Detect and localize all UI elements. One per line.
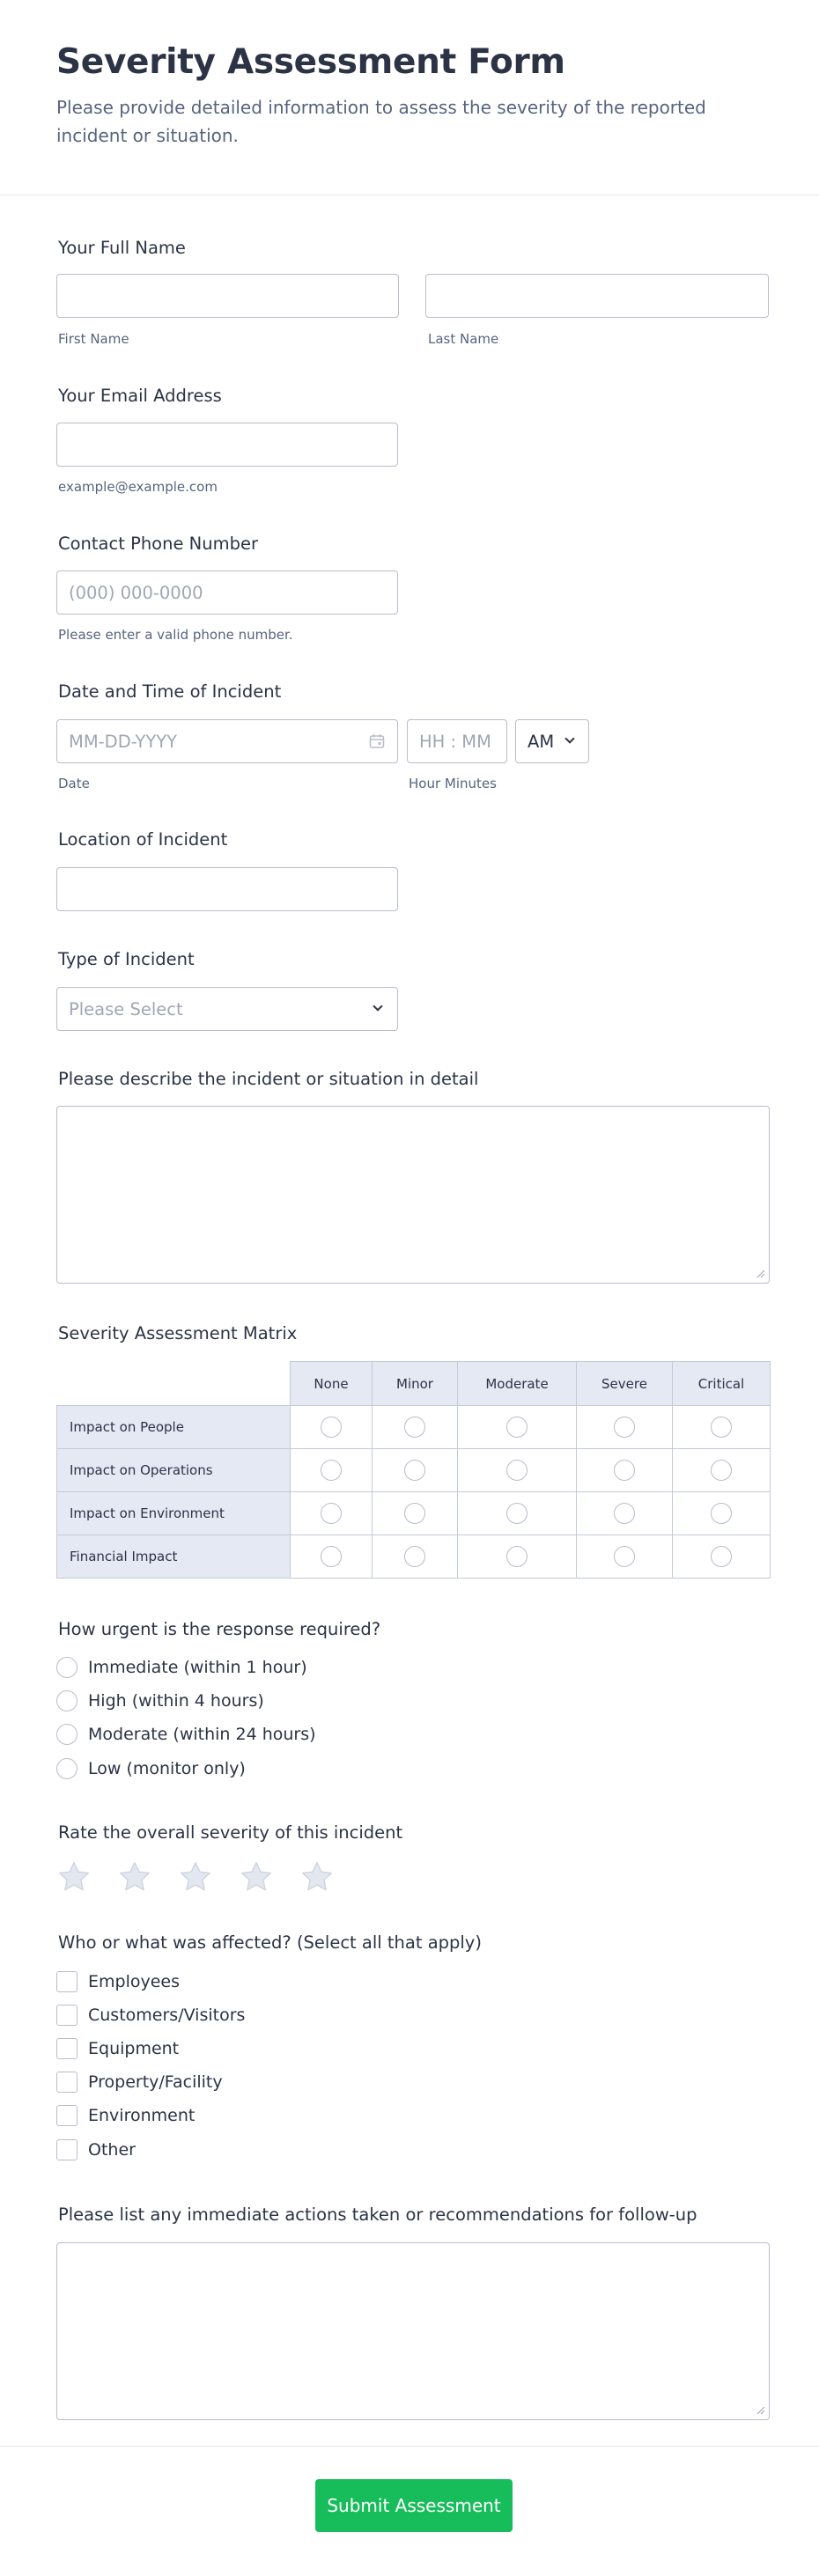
form-header	[0, 0, 819, 195]
phone-label: Contact Phone Number	[58, 534, 259, 554]
matrix-radio[interactable]	[711, 1546, 732, 1567]
first-name-input[interactable]	[56, 274, 399, 318]
star-icon[interactable]	[299, 1859, 336, 1895]
matrix-row-label: Financial Impact	[57, 1535, 291, 1579]
matrix-radio[interactable]	[614, 1460, 635, 1481]
description-textarea[interactable]	[56, 1106, 770, 1284]
email-input[interactable]	[56, 423, 398, 467]
matrix-column-header: Minor	[373, 1362, 458, 1406]
affected-option-label: Other	[88, 2140, 136, 2160]
chevron-down-icon	[564, 733, 574, 743]
urgency-radio[interactable]	[56, 1690, 77, 1711]
matrix-radio[interactable]	[711, 1417, 732, 1438]
last-name-input[interactable]	[425, 274, 769, 318]
affected-option-label: Customers/Visitors	[88, 2006, 246, 2025]
incident-type-label: Type of Incident	[58, 949, 195, 969]
matrix-radio[interactable]	[321, 1546, 342, 1567]
matrix-radio[interactable]	[506, 1503, 528, 1524]
matrix-corner	[57, 1362, 291, 1406]
matrix-radio[interactable]	[506, 1460, 528, 1481]
affected-label: Who or what was affected? (Select all that apply)	[58, 1932, 482, 1953]
star-icon[interactable]	[55, 1859, 92, 1895]
email-sublabel: example@example.com	[58, 479, 218, 495]
affected-option-label: Property/Facility	[88, 2072, 223, 2092]
matrix-radio[interactable]	[711, 1503, 732, 1524]
rating-label: Rate the overall severity of this incident	[58, 1822, 403, 1843]
matrix-radio[interactable]	[321, 1460, 342, 1481]
matrix-radio[interactable]	[404, 1503, 425, 1524]
matrix-radio[interactable]	[711, 1460, 732, 1481]
date-input[interactable]	[56, 719, 398, 763]
matrix-radio[interactable]	[506, 1546, 528, 1567]
date-sublabel: Date	[58, 776, 90, 791]
time-input[interactable]	[407, 719, 507, 763]
matrix-row-label: Impact on People	[57, 1406, 291, 1449]
location-input[interactable]	[56, 867, 398, 911]
affected-checkbox[interactable]	[56, 2038, 77, 2059]
urgency-option-label: Low (monitor only)	[88, 1759, 246, 1778]
ampm-select[interactable]	[515, 719, 589, 763]
urgency-option-label: High (within 4 hours)	[88, 1691, 264, 1711]
matrix-radio[interactable]	[321, 1503, 342, 1524]
matrix-row	[57, 1492, 771, 1535]
email-label: Your Email Address	[58, 386, 222, 406]
incident-type-placeholder: Please Select	[69, 999, 183, 1019]
matrix-radio[interactable]	[506, 1417, 528, 1438]
chevron-down-icon	[373, 1001, 382, 1011]
urgency-option-label: Immediate (within 1 hour)	[88, 1658, 307, 1677]
matrix-radio[interactable]	[404, 1460, 425, 1481]
affected-checkbox[interactable]	[56, 2005, 77, 2026]
affected-option-label: Employees	[88, 1972, 180, 1991]
affected-checkbox[interactable]	[56, 2105, 77, 2126]
urgency-radio[interactable]	[56, 1758, 77, 1779]
form-footer	[0, 2446, 819, 2576]
matrix-radio[interactable]	[614, 1503, 635, 1524]
incident-type-select[interactable]	[56, 987, 398, 1031]
urgency-label: How urgent is the response required?	[58, 1619, 381, 1639]
resize-grip-icon[interactable]	[756, 1270, 765, 1278]
affected-option-label: Environment	[88, 2106, 196, 2125]
star-icon[interactable]	[116, 1859, 153, 1895]
matrix-row	[57, 1449, 771, 1492]
last-name-sublabel: Last Name	[428, 331, 499, 347]
urgency-radio[interactable]	[56, 1724, 77, 1745]
ampm-value: AM	[528, 732, 555, 752]
star-icon[interactable]	[238, 1859, 275, 1895]
affected-checkbox[interactable]	[56, 1971, 77, 1992]
matrix-column-header: None	[291, 1362, 373, 1406]
matrix-column-header: Severe	[577, 1362, 673, 1406]
matrix-row-label: Impact on Environment	[57, 1492, 291, 1535]
matrix-column-header: Moderate	[458, 1362, 577, 1406]
matrix-row	[57, 1406, 771, 1449]
form-subtitle: Please provide detailed information to assess the severity of the reported incident or situation.	[56, 97, 706, 146]
phone-sublabel: Please enter a valid phone number.	[58, 627, 293, 643]
matrix-label: Severity Assessment Matrix	[58, 1323, 298, 1343]
affected-option-label: Equipment	[88, 2039, 180, 2058]
matrix-radio[interactable]	[321, 1417, 342, 1438]
matrix-radio[interactable]	[404, 1417, 425, 1438]
resize-grip-icon[interactable]	[756, 2406, 765, 2415]
matrix-row	[57, 1535, 771, 1579]
full-name-label: Your Full Name	[58, 238, 186, 258]
severity-matrix	[56, 1361, 771, 1579]
matrix-radio[interactable]	[614, 1546, 635, 1567]
actions-textarea[interactable]	[56, 2242, 770, 2420]
matrix-radio[interactable]	[614, 1417, 635, 1438]
description-label: Please describe the incident or situation in detail	[58, 1069, 479, 1089]
matrix-column-header: Critical	[673, 1362, 771, 1406]
star-icon[interactable]	[177, 1859, 214, 1895]
form-title: Severity Assessment Form	[56, 42, 565, 82]
affected-checkbox[interactable]	[56, 2072, 77, 2093]
affected-checkbox[interactable]	[56, 2139, 77, 2160]
location-label: Location of Incident	[58, 829, 228, 850]
urgency-option-label: Moderate (within 24 hours)	[88, 1725, 316, 1744]
submit-button[interactable]: Submit Assessment	[315, 2479, 513, 2532]
time-sublabel: Hour Minutes	[409, 776, 497, 791]
calendar-icon[interactable]	[368, 732, 386, 750]
phone-input[interactable]	[56, 570, 398, 615]
urgency-radio[interactable]	[56, 1657, 77, 1678]
matrix-row-label: Impact on Operations	[57, 1449, 291, 1492]
actions-label: Please list any immediate actions taken or recommendations for follow-up	[58, 2204, 697, 2225]
matrix-radio[interactable]	[404, 1546, 425, 1567]
datetime-label: Date and Time of Incident	[58, 681, 282, 702]
first-name-sublabel: First Name	[58, 331, 129, 347]
